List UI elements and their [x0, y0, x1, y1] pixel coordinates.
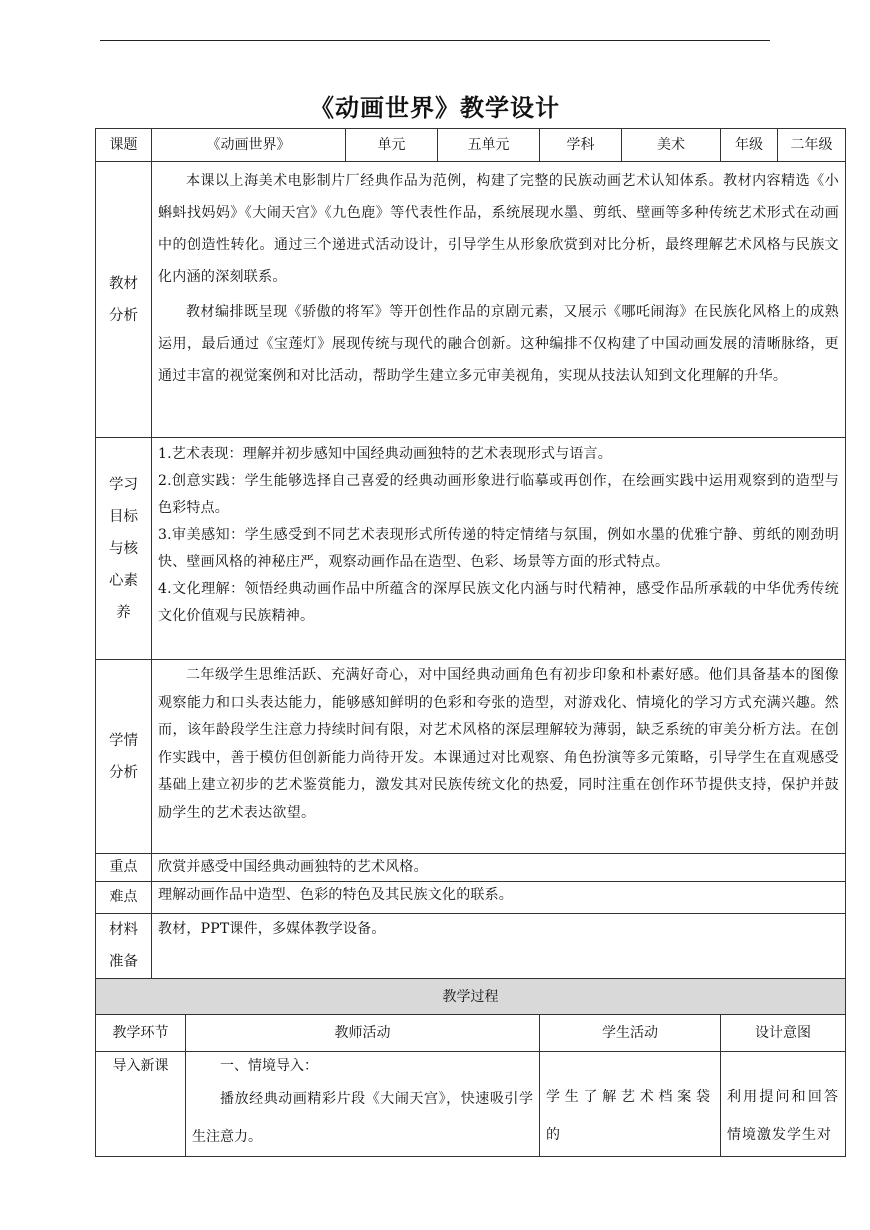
- objective-item-1: 1.艺术表现：理解并初步感知中国经典动画独特的艺术表现形式与语言。: [158, 446, 612, 462]
- learner-analysis-row: [96, 660, 846, 854]
- difficulty-label: 难点: [96, 882, 152, 914]
- materials-row: [96, 914, 846, 979]
- process-teacher-activity: [186, 1052, 540, 1157]
- process-heading-row: [96, 979, 846, 1015]
- process-design-intent: [721, 1052, 846, 1157]
- unit-label: 单元: [346, 129, 438, 162]
- difficulty-row: [96, 882, 846, 914]
- objective-item-2: 2.创意实践：学生能够选择自己喜爱的经典动画形象进行临摹或再创作，在绘画实践中运用观察到的造型与色彩特点。: [158, 473, 839, 516]
- grade-label: 年级: [721, 129, 778, 162]
- unit-value: 五单元: [438, 129, 540, 162]
- learner-analysis-label: [96, 660, 152, 854]
- learner-analysis-label-text: 学情 分析: [109, 732, 138, 781]
- materials-text: 教材，PPT课件，多媒体教学设备。: [152, 914, 846, 979]
- teacher-line-1: 一、情境导入：: [220, 1058, 318, 1074]
- textbook-analysis-label-text: 教材 分析: [109, 275, 138, 324]
- key-point-row: [96, 854, 846, 882]
- process-column-intent: 设计意图: [721, 1015, 846, 1052]
- difficulty-text: 理解动画作品中造型、色彩的特色及其民族文化的联系。: [152, 882, 846, 914]
- process-heading: 教学过程: [96, 979, 846, 1015]
- topic-label: 课题: [96, 129, 152, 162]
- key-point-text: 欣赏并感受中国经典动画独特的艺术风格。: [152, 854, 846, 882]
- process-column-student: 学生活动: [540, 1015, 721, 1052]
- textbook-analysis-row: [96, 162, 846, 438]
- key-point-label: 重点: [96, 854, 152, 882]
- design-intent-text: 利用提问和回答情境激发学生对: [727, 1089, 839, 1143]
- topic-value: 《动画世界》: [152, 129, 346, 162]
- objective-item-3: 3.审美感知：学生感受到不同艺术表现形式所传递的特定情绪与氛围，例如水墨的优雅宁静、剪纸的刚劲明快、壁画风格的神秘庄严，观察动画作品在造型、色彩、场景等方面的形式特点。: [158, 527, 839, 570]
- materials-label-text: 材料 准备: [109, 922, 138, 970]
- textbook-analysis-label: [96, 162, 152, 438]
- process-columns-row: [96, 1015, 846, 1052]
- textbook-analysis-paragraph-1: 本课以上海美术电影制片厂经典作品为范例，构建了完整的民族动画艺术认知体系。教材内容精选《小蝌蚪找妈妈》《大闹天宫》《九色鹿》等代表性作品，系统展现水墨、剪纸、壁画等多种传统艺术形式在动画中的创造性转化。通过三个递进式活动设计，引导学生从形象欣赏到对比分析，最终理解艺术风格与民族文化内涵的深刻联系。: [158, 173, 839, 285]
- objectives-label-text: 学习 目标 与核 心素 养: [109, 476, 138, 621]
- process-column-stage: 教学环节: [96, 1015, 186, 1052]
- process-stage: 导入新课: [96, 1052, 186, 1157]
- subject-value: 美术: [622, 129, 721, 162]
- objectives-label: [96, 438, 152, 660]
- document-title: 《动画世界》教学设计: [310, 93, 560, 122]
- student-activity-text: 学生了解艺术档案袋的: [546, 1089, 714, 1143]
- subject-label: 学科: [540, 129, 622, 162]
- header-rule: [100, 40, 770, 41]
- learner-analysis-content: [152, 660, 846, 854]
- process-column-teacher: 教师活动: [186, 1015, 540, 1052]
- textbook-analysis-paragraph-2: 教材编排既呈现《骄傲的将军》等开创性作品的京剧元素，又展示《哪吒闹海》在民族化风格上的成熟运用，最后通过《宝莲灯》展现传统与现代的融合创新。这种编排不仅构建了中国动画发展的清晰脉络，更通过丰富的视觉案例和对比活动，帮助学生建立多元审美视角，实现从技法认知到文化理解的升华。: [158, 304, 839, 384]
- objectives-content: [152, 438, 846, 660]
- objectives-row: [96, 438, 846, 660]
- process-row: [96, 1052, 846, 1157]
- header-row: [96, 129, 846, 162]
- lesson-plan-table: [95, 128, 846, 1157]
- teacher-line-2: 播放经典动画精彩片段《大闹天宫》，快速吸引学生注意力。: [192, 1091, 533, 1145]
- objective-item-4: 4.文化理解：领悟经典动画作品中所蕴含的深厚民族文化内涵与时代精神，感受作品所承载的中华优秀传统文化价值观与民族精神。: [158, 581, 839, 624]
- grade-value: 二年级: [778, 129, 846, 162]
- materials-label: [96, 914, 152, 979]
- textbook-analysis-content: [152, 162, 846, 438]
- learner-analysis-text: 二年级学生思维活跃、充满好奇心，对中国经典动画角色有初步印象和朴素好感。他们具备基本的图像观察能力和口头表达能力，能够感知鲜明的色彩和夸张的造型，对游戏化、情境化的学习方式充满兴趣。然而，该年龄段学生注意力持续时间有限，对艺术风格的深层理解较为薄弱，缺乏系统的审美分析方法。在创作实践中，善于模仿但创新能力尚待开发。本课通过对比观察、角色扮演等多元策略，引导学生在直观感受基础上建立初步的艺术鉴赏能力，激发其对民族传统文化的热爱，同时注重在创作环节提供支持，保护并鼓励学生的艺术表达欲望。: [158, 667, 839, 821]
- process-student-activity: [540, 1052, 721, 1157]
